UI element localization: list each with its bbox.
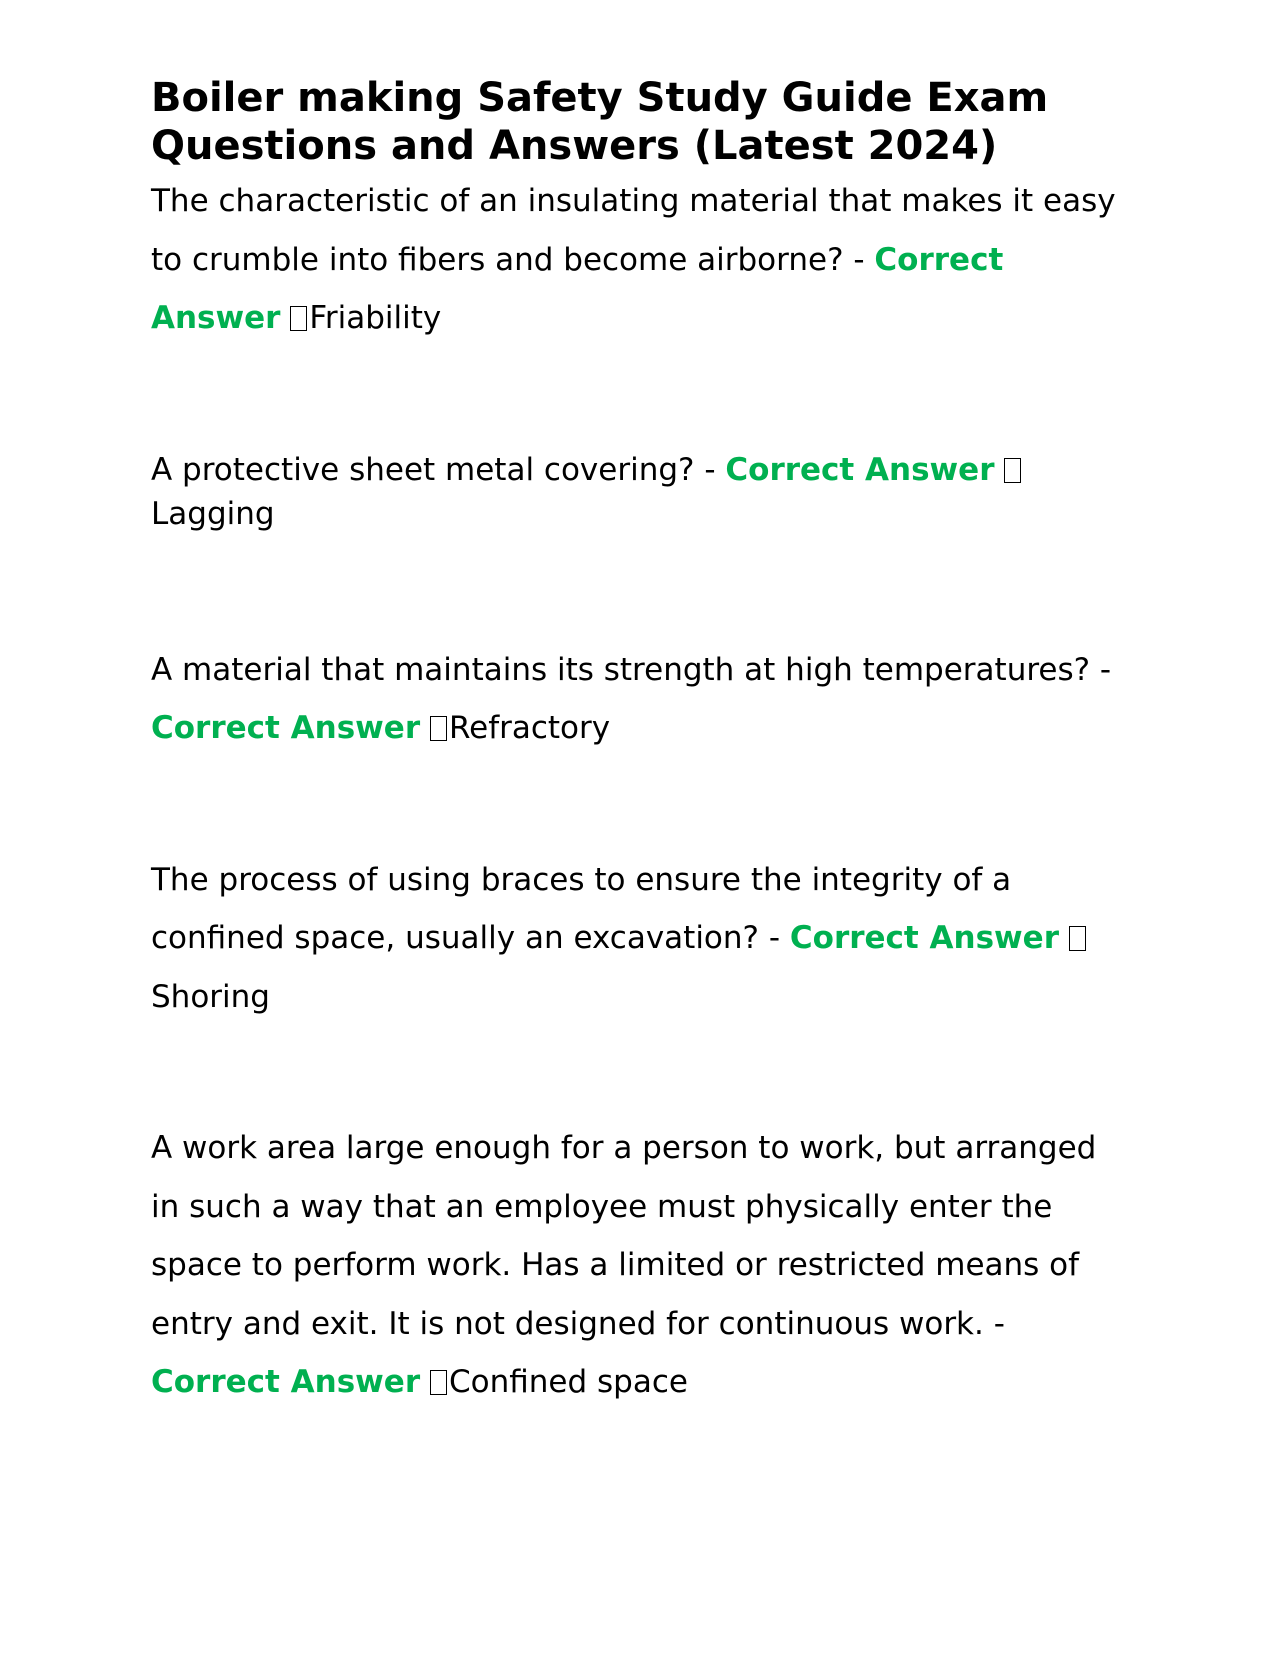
answer-text: Refractory [448,710,611,746]
correct-answer-label: Correct Answer [725,451,995,488]
document-page [151,74,1131,1412]
answer-text: Lagging [151,495,275,532]
missing-glyph-box-icon [290,306,307,331]
missing-glyph-box-icon [1004,458,1021,483]
question-text: A protective sheet metal covering? - [151,451,726,488]
missing-glyph-box-icon [430,716,447,741]
qa-item [151,1119,1131,1412]
answer-text: Friability [309,300,442,336]
qa-item [151,641,1131,758]
document-title: Boiler making Safety Study Guide Exam Questions and Answers (Latest 2024) [151,75,1049,169]
missing-glyph-box-icon [1069,926,1086,951]
question-text: The process of using braces to ensure the integrity of a confined space, usually an excavation? - [151,861,1012,956]
missing-glyph-box-icon [430,1370,447,1395]
correct-answer-label: Correct Answer [789,920,1059,956]
qa-item [151,448,1131,536]
question-text: A work area large enough for a person to work, but arranged in such a way that an employee must physically enter the space to perform work. Has a limited or restricted means of entry and exit. It is not designed for continuous work. - [151,1130,1097,1342]
answer-text: Shoring [151,978,270,1015]
correct-answer-label: Correct Answer [151,710,421,746]
qa-item [151,172,1131,348]
answer-text: Confined space [448,1364,688,1400]
question-text: The characteristic of an insulating material that makes it easy to crumble into fibers and become airborne? - [151,183,1116,278]
qa-item [151,851,1131,1027]
correct-answer-label: Correct Answer [151,1364,421,1400]
correct-answer-label: Correct Answer [151,241,1004,336]
question-text: A material that maintains its strength at high temperatures? - [151,651,1112,688]
